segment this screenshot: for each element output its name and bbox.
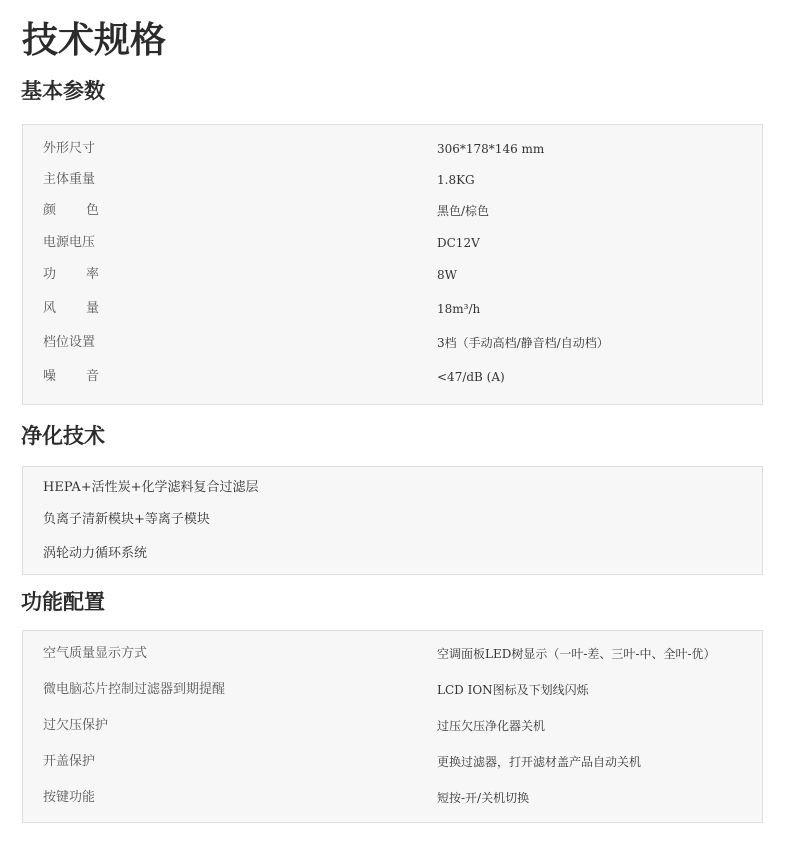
features-panel [22,630,763,823]
feature-value: LCD ION图标及下划线闪烁 [437,683,589,697]
basic-params-panel [22,124,763,405]
feature-label: 微电脑芯片控制过滤器到期提醒 [43,682,226,697]
spec-row-dimensions [23,137,762,161]
section-title-features: 功能配置 [21,590,105,614]
spec-label: 颜 色 [43,203,99,218]
spec-value: 18m³/h [437,302,481,316]
spec-value: DC12V [437,236,480,250]
feature-value: 过压欠压净化器关机 [437,719,546,733]
tech-item [23,542,762,566]
feature-value: 空调面板LED树显示（一叶-差、三叶-中、全叶-优） [437,647,716,661]
feature-row-button-function [23,786,762,810]
spec-label: 外形尺寸 [43,141,96,156]
spec-label: 风 量 [43,301,99,316]
spec-value: 黑色/棕色 [437,204,490,218]
spec-row-airflow [23,297,762,321]
tech-item [23,476,762,500]
feature-label: 过欠压保护 [43,718,109,733]
tech-item-text: 涡轮动力循环系统 [43,546,148,561]
spec-value: 1.8KG [437,173,475,187]
feature-value: 短按-开/关机切换 [437,791,530,805]
feature-value: 更换过滤器，打开滤材盖产品自动关机 [437,755,642,769]
spec-label: 主体重量 [43,172,96,187]
spec-value: 8W [437,268,457,282]
spec-row-gears [23,331,762,355]
spec-label: 档位设置 [43,335,96,350]
feature-row-filter-reminder [23,678,762,702]
feature-row-air-quality-display [23,642,762,666]
spec-label: 电源电压 [43,235,96,250]
tech-item-text: 负离子清新模块+等离子模块 [43,512,210,527]
spec-row-noise [23,365,762,389]
spec-value: 306*178*146 mm [437,142,545,156]
page-title: 技术规格 [22,20,167,61]
feature-label: 按键功能 [43,790,96,805]
feature-label: 开盖保护 [43,754,96,769]
feature-row-lid-protection [23,750,762,774]
spec-value: 3档（手动高档/静音档/自动档） [437,336,609,350]
tech-item [23,508,762,532]
spec-row-color [23,199,762,223]
spec-value: <47/dB (A) [437,370,505,384]
section-title-basic-params: 基本参数 [21,79,105,103]
feature-row-voltage-protection [23,714,762,738]
spec-row-power [23,263,762,287]
spec-row-voltage [23,231,762,255]
feature-label: 空气质量显示方式 [43,646,148,661]
tech-item-text: HEPA+活性炭+化学滤料复合过滤层 [43,480,259,495]
section-title-purification-tech: 净化技术 [21,424,105,448]
spec-label: 功 率 [43,267,99,282]
spec-label: 噪 音 [43,369,99,384]
spec-row-weight [23,168,762,192]
purification-tech-panel [22,466,763,575]
